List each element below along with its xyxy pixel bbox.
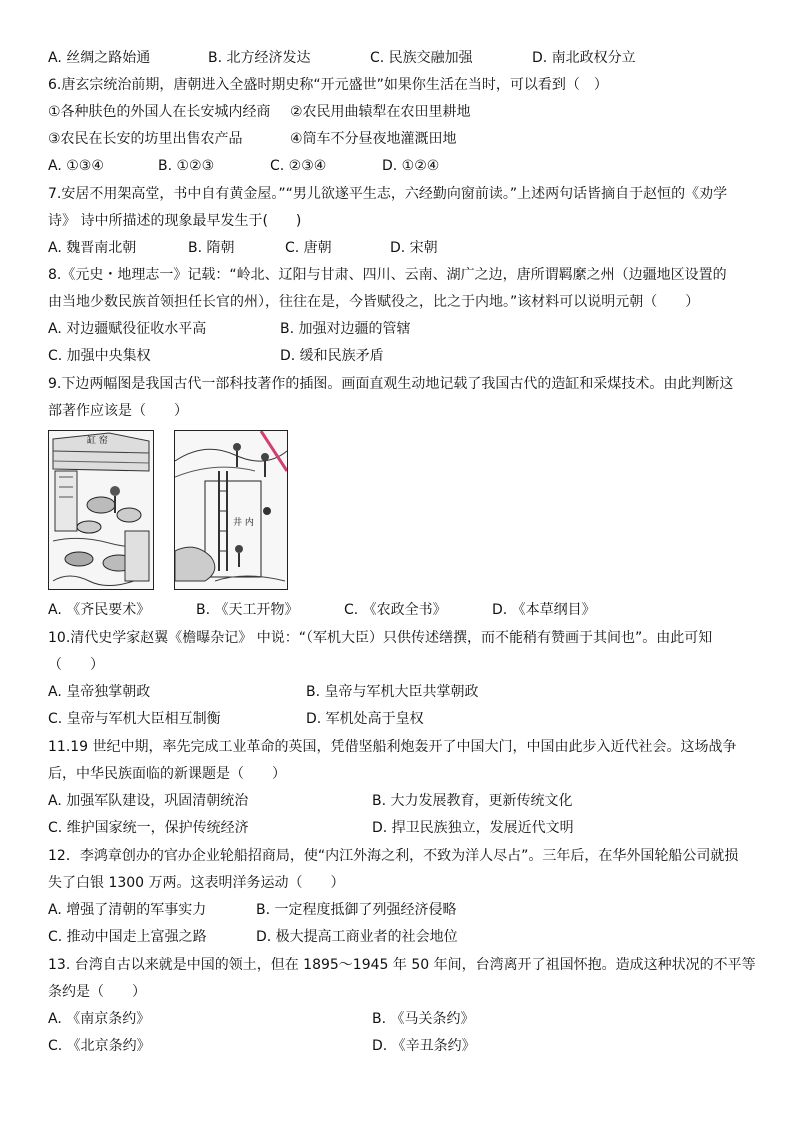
q13-stem-line1: 13. 台湾自古以来就是中国的领土，但在 1895～1945 年 50 年间，台湾离开了祖国怀抱。造成这种状况的不平等 (48, 957, 756, 973)
q9-option-d: D. 《本草纲目》 (492, 602, 596, 618)
q8-option-a: A. 对边疆赋役征收水平高 (48, 321, 207, 337)
q11-option-b: B. 大力发展教育，更新传统文化 (372, 793, 573, 809)
q5-option-c: C. 民族交融加强 (370, 50, 473, 66)
q10-option-a: A. 皇帝独掌朝政 (48, 684, 151, 700)
kiln-caption: 缸 窑 (87, 436, 108, 446)
q12-stem-line1: 12．李鸿章创办的官办企业轮船招商局，使“内江外海之利，不致为洋人尽占”。三年后，在华外国轮船公司就损 (48, 848, 739, 864)
q12-option-d: D. 极大提高工商业者的社会地位 (256, 929, 458, 945)
kiln-illustration (48, 430, 154, 590)
q7-option-d: D. 宋朝 (390, 240, 438, 256)
q10-stem-line1: 10.清代史学家赵翼《檐曝杂记》 中说：“（军机大臣）只供传述缮撰，而不能稍有赞画于其间也”。由此可知 (48, 630, 713, 646)
q8-option-b: B. 加强对边疆的管辖 (280, 321, 411, 337)
q5-option-a: A. 丝绸之路始通 (48, 50, 151, 66)
q13-option-c: C. 《北京条约》 (48, 1038, 151, 1054)
q9-option-c: C. 《农政全书》 (344, 602, 447, 618)
coal-mine-illustration (174, 430, 288, 590)
q9-stem-line2: 部著作应该是（ ） (48, 403, 188, 419)
q6-item-1: ①各种肤色的外国人在长安城内经商 (48, 104, 271, 120)
coal-mine-drawing (175, 431, 287, 589)
q5-option-d: D. 南北政权分立 (532, 50, 636, 66)
q12-stem-line2: 失了白银 1300 万两。这表明洋务运动（ ） (48, 875, 345, 891)
q6-option-a: A. ①③④ (48, 158, 104, 174)
kiln-drawing (49, 431, 153, 589)
q8-option-d: D. 缓和民族矛盾 (280, 348, 384, 364)
q13-option-a: A. 《南京条约》 (48, 1011, 151, 1027)
q8-stem-line2: 由当地少数民族首领担任长官的州），往往在是，今皆赋役之，比之于内地。”该材料可以说明元朝（ ） (48, 294, 700, 310)
q8-stem-line1: 8.《元史・地理志一》记载：“岭北、辽阳与甘肃、四川、云南、湖广之边，唐所谓羁縻之州（边疆地区设置的 (48, 267, 727, 283)
coal-mine-caption: 井 内 (233, 518, 254, 528)
q7-option-a: A. 魏晋南北朝 (48, 240, 137, 256)
q9-option-a: A. 《齐民要术》 (48, 602, 151, 618)
q6-stem: 6.唐玄宗统治前期，唐朝进入全盛时期史称“开元盛世”如果你生活在当时，可以看到（ ） (48, 77, 608, 93)
q6-option-b: B. ①②③ (158, 158, 215, 174)
q6-item-2: ②农民用曲辕犁在农田里耕地 (290, 104, 471, 120)
q7-stem-line2: 诗》 诗中所描述的现象最早发生于( ) (48, 213, 302, 229)
q13-option-d: D. 《辛丑条约》 (372, 1038, 476, 1054)
q10-option-b: B. 皇帝与军机大臣共掌朝政 (306, 684, 479, 700)
q12-option-a: A. 增强了清朝的军事实力 (48, 902, 207, 918)
q7-option-c: C. 唐朝 (285, 240, 332, 256)
q8-option-c: C. 加强中央集权 (48, 348, 151, 364)
q13-option-b: B. 《马关条约》 (372, 1011, 475, 1027)
q11-option-c: C. 维护国家统一，保护传统经济 (48, 820, 249, 836)
q7-option-b: B. 隋朝 (188, 240, 235, 256)
q12-option-b: B. 一定程度抵御了列强经济侵略 (256, 902, 457, 918)
q6-item-4: ④筒车不分昼夜地灌溉田地 (290, 131, 457, 147)
q12-option-c: C. 推动中国走上富强之路 (48, 929, 207, 945)
q6-option-c: C. ②③④ (270, 158, 327, 174)
q9-stem-line1: 9.下边两幅图是我国古代一部科技著作的插图。画面直观生动地记载了我国古代的造缸和采煤技术。由此判断这 (48, 376, 734, 392)
q10-option-d: D. 军机处高于皇权 (306, 711, 424, 727)
q7-stem-line1: 7.安居不用架高堂，书中自有黄金屋。”“男儿欲遂平生志，六经勤向窗前读。”上述两句话皆摘自于赵恒的《劝学 (48, 186, 728, 202)
q11-option-a: A. 加强军队建设，巩固清朝统治 (48, 793, 249, 809)
q11-stem-line2: 后，中华民族面临的新课题是（ ） (48, 766, 286, 782)
q6-item-3: ③农民在长安的坊里出售农产品 (48, 131, 243, 147)
q11-option-d: D. 捍卫民族独立，发展近代文明 (372, 820, 574, 836)
q9-option-b: B. 《天工开物》 (196, 602, 299, 618)
q6-option-d: D. ①②④ (382, 158, 440, 174)
q5-option-b: B. 北方经济发达 (208, 50, 311, 66)
q10-stem-line2: （ ） (48, 657, 104, 673)
q13-stem-line2: 条约是（ ） (48, 984, 146, 1000)
q11-stem-line1: 11.19 世纪中期，率先完成工业革命的英国，凭借坚船利炮轰开了中国大门，中国由此步入近代社会。这场战争 (48, 739, 737, 755)
q10-option-c: C. 皇帝与军机大臣相互制衡 (48, 711, 221, 727)
